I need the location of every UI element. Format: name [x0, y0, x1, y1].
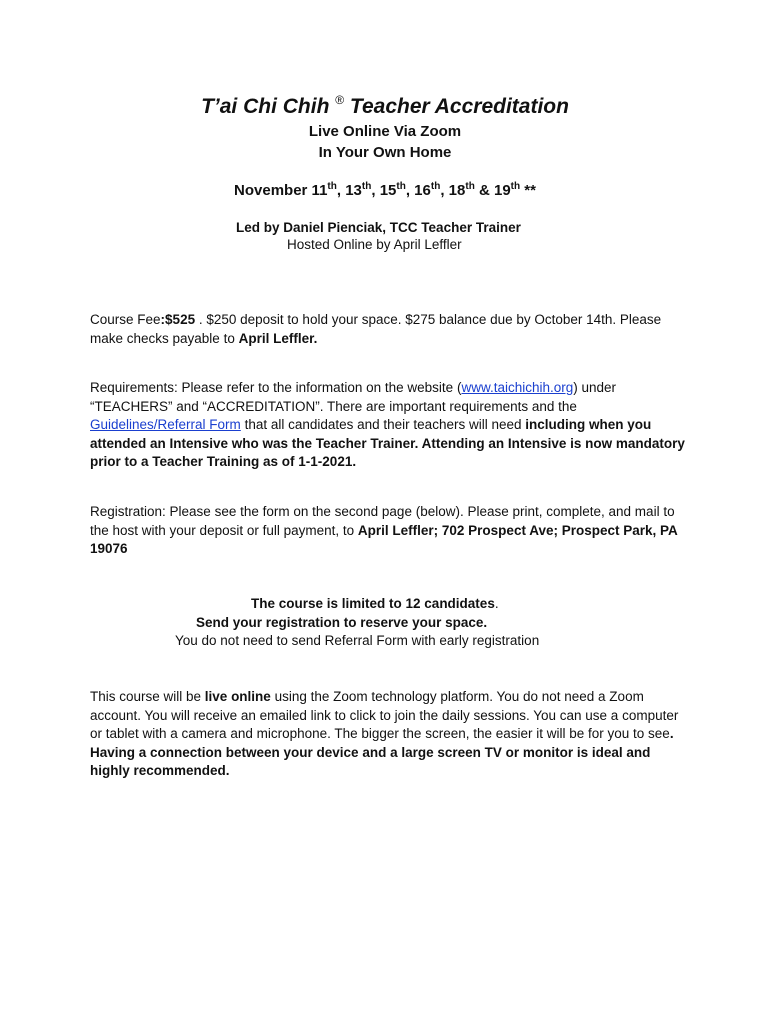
date-text: **	[520, 182, 536, 199]
requirements-bold: including when you attended an Intensive who was the Teacher Trainer. Attending an Intensive is now mandatory prior to a Teacher Training as of 1-1-2021.	[90, 417, 685, 470]
date-sup: th	[430, 181, 441, 192]
subtitle-live-online: Live Online Via Zoom	[308, 123, 462, 140]
subtitle-own-home: In Your Own Home	[318, 144, 452, 161]
zoom-paragraph	[90, 688, 690, 781]
date-text: , 15	[371, 182, 397, 199]
date-sup: th	[396, 181, 406, 192]
registration-text: Registration: Please see the form on the second page (below). Please print, complete, and mail to the host with your deposit or full payment, to	[90, 504, 675, 538]
registration-address: April Leffler; 702 Prospect Ave; Prospect Park, PA 19076	[90, 522, 678, 557]
referral-form-note: You do not need to send Referral Form with early registration	[175, 633, 540, 648]
date-text: , 18	[440, 182, 466, 199]
limit-period: .	[494, 596, 499, 611]
fee-text: . $250 deposit to hold your space. $275 balance due by October 14th. Please make checks payable to	[90, 312, 662, 346]
zoom-text: This course will be	[90, 689, 205, 704]
requirements-text: ) under “TEACHERS” and “ACCREDITATION”. There are important requirements and the	[90, 380, 617, 414]
title-main: T’ai Chi Chih	[201, 95, 330, 118]
zoom-text: using the Zoom technology platform. You do not need a Zoom account. You will receive an emailed link to click to join the daily sessions. You can use a computer or tablet with a camera and microphone. The bigger the screen, the easier it will be for you to see	[90, 689, 679, 742]
zoom-bold: live online	[204, 689, 271, 704]
registered-mark: ®	[335, 93, 345, 107]
date-sup: th	[465, 181, 475, 192]
page-title	[0, 93, 770, 119]
registration-paragraph	[90, 503, 690, 559]
reserve-space-note: Send your registration to reserve your space.	[196, 615, 488, 630]
guidelines-referral-form-link[interactable]: Guidelines/Referral Form	[90, 417, 241, 433]
zoom-bold: . Having a connection between your device and a large screen TV or monitor is ideal and highly recommended.	[90, 726, 674, 779]
fee-label: Course Fee	[90, 312, 161, 327]
requirements-text: that all candidates and their teachers will need	[240, 417, 526, 433]
date-text: November 11	[234, 182, 328, 199]
fee-payee: April Leffler.	[238, 330, 318, 346]
course-limit	[0, 596, 499, 611]
date-text: & 19	[474, 182, 511, 199]
date-text: , 13	[336, 182, 362, 199]
title-rest: Teacher Accreditation	[349, 95, 569, 118]
date-sup: th	[510, 181, 521, 192]
date-sup: th	[327, 181, 337, 192]
fee-amount: $525	[165, 312, 196, 327]
date-sup: th	[361, 181, 372, 192]
requirements-text: Requirements: Please refer to the information on the website (	[90, 380, 462, 395]
hosted-by: Hosted Online by April Leffler	[287, 237, 462, 252]
date-text: , 16	[405, 182, 431, 199]
fee-colon: :	[160, 312, 166, 327]
requirements-paragraph	[90, 379, 690, 472]
limit-bold: The course is limited to 12 candidates	[251, 596, 495, 611]
led-by: Led by Daniel Pienciak, TCC Teacher Trainer	[236, 220, 521, 235]
course-dates	[0, 181, 770, 199]
website-link[interactable]: www.taichichih.org	[461, 380, 574, 395]
course-fee-paragraph	[90, 311, 690, 348]
